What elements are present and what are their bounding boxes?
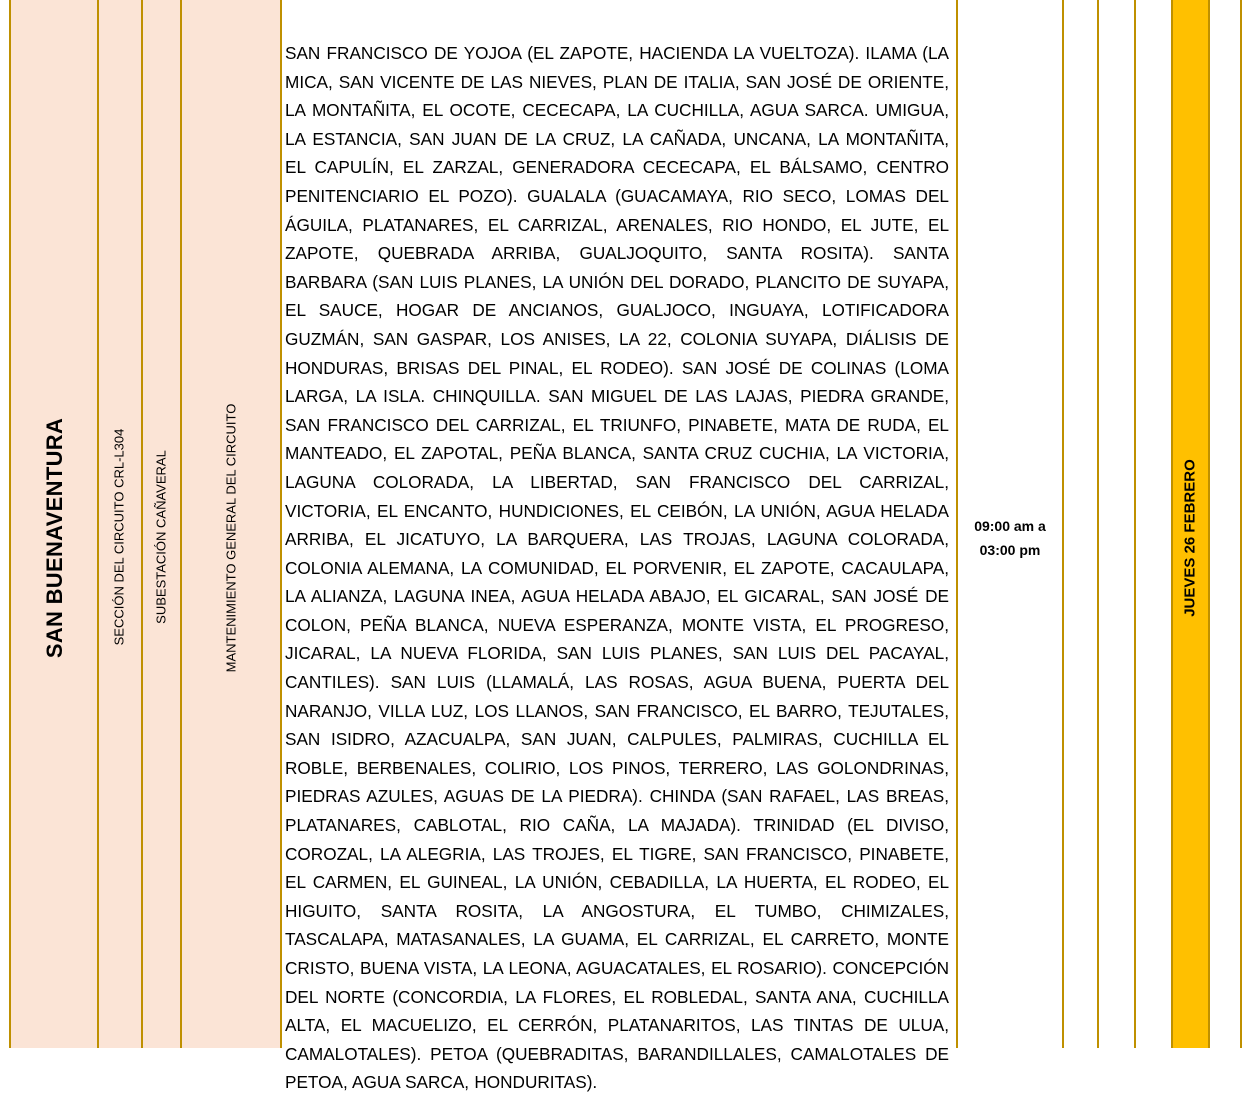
affected-areas-text: SAN FRANCISCO DE YOJOA (EL ZAPOTE, HACIENDA LA VUELTOZA). ILAMA (LA MICA, SAN VICENTE DE LAS NIEVES, PLAN DE ITALIA, SAN JOSÉ DE ORIENTE, LA MONTAÑITA, EL OCOTE, CECECAPA, LA CUCHILLA, AGUA SARCA. UMIGUA, LA ESTANCIA, SAN JUAN DE LA CRUZ, LA CAÑADA, UNCANA, LA MONTAÑITA, EL CAPULÍN, EL ZARZAL, GENERADORA CECECAPA, EL BÁLSAMO, CENTRO PENITENCIARIO EL POZO). GUALALA (GUACAMAYA, RIO SECO, LOMAS DEL ÁGUILA, PLATANARES, EL CARRIZAL, ARENALES, RIO HONDO, EL JUTE, EL ZAPOTE, QUEBRADA ARRIBA, GUALJOQUITO, SANTA ROSITA). SANTA BARBARA (SAN LUIS PLANES, LA UNIÓN DEL DORADO, PLANCITO DE SUYAPA, EL SAUCE, HOGAR DE ANCIANOS, GUALJOCO, INGUAYA, LOTIFICADORA GUZMÁN, SAN GASPAR, LOS ANISES, LA 22, COLONIA SUYAPA, DIÁLISIS DE HONDURAS, BRISAS DEL PINAL, EL RODEO). SAN JOSÉ DE COLINAS (LOMA LARGA, LA ISLA. CHINQUILLA. SAN MIGUEL DE LAS LAJAS, PIEDRA GRANDE, SAN FRANCISCO DEL CARRIZAL, EL TRIUNFO, PINABETE, MATA DE RUDA, EL MANTEADO, EL ZAPOTAL, PEÑA BLANCA, SANTA CRUZ CUCHIA, LA VICTORIA, LAGUNA COLORADA, LA LIBERTAD, SAN FRANCISCO DEL CARRIZAL, VICTORIA, EL ENCANTO, HUNDICIONES, EL CEIBÓN, LA UNIÓN, AGUA HELADA ARRIBA, EL JICATUYO, LA BARQUERA, LAS TROJAS, LAGUNA COLORADA, COLONIA ALEMANA, LA COMUNIDAD, EL PORVENIR, EL ZAPOTE, CACAULAPA, LA ALIANZA, LAGUNA INEA, AGUA HELADA ABAJO, EL GICARAL, SAN JOSÉ DE COLON, PEÑA BLANCA, NUEVA ESPERANZA, MONTE VISTA, EL PROGRESO, JICARAL, LA NUEVA FLORIDA, SAN LUIS PLANES, SAN LUIS DEL PACAYAL, CANTILES). SAN LUIS (LLAMALÁ, LAS ROSAS, AGUA BUENA, PUERTA DEL NARANJO, VILLA LUZ, LOS LLANOS, SAN FRANCISCO, EL BARRO, TEJUTALES, SAN ISIDRO, AZACUALPA, SAN JUAN, CALPULES, PALMIRAS, CUCHILLA EL ROBLE, BERBENALES, COLIRIO, LOS PINOS, TERRERO, LAS GOLONDRINAS, PIEDRAS AZULES, AGUAS DE LA PIEDRA). CHINDA (SAN RAFAEL, LAS BREAS, PLATANARES, CABLOTAL, RIO CAÑA, LA MAJADA). TRINIDAD (EL DIVISO, COROZAL, LA ALEGRIA, LAS TROJES, EL TIGRE, SAN FRANCISCO, PINABETE, EL CARMEN, EL GUINEAL, LA UNIÓN, CEBADILLA, LA HUERTA, EL RODEO, EL HIGUITO, SANTA ROSITA, LA ANGOSTURA, EL TUMBO, CHIMIZALES, TASCALAPA, MATASANALES, LA GUAMA, EL CARRIZAL, EL CARRETO, MONTE CRISTO, BUENA VISTA, LA LEONA, AGUACATALES, EL ROSARIO). CONCEPCIÓN DEL NORTE (CONCORDIA, LA FLORES, EL ROBLEDAL, SANTA ANA, CUCHILLA ALTA, EL MACUELIZO, EL CERRÓN, PLATANARITOS, LAS TINTAS DE ULUA, CAMALOTALES). PETOA (QUEBRADITAS, BARANDILLALES, CAMALOTALES DE PETOA, AGUA SARCA, HONDURITAS). <box>285 43 949 1093</box>
region-label: SAN BUENAVENTURA <box>42 417 67 659</box>
column-divider <box>97 0 99 1048</box>
column-divider <box>1171 0 1173 1048</box>
substation-label: SUBESTACIÓN CAÑAVERAL <box>153 450 169 624</box>
blank-cell-3 <box>1135 0 1172 1048</box>
column-divider <box>1134 0 1136 1048</box>
column-divider <box>1208 0 1210 1048</box>
column-divider <box>180 0 182 1048</box>
column-divider <box>9 0 11 1048</box>
column-divider <box>141 0 143 1048</box>
blank-cell-4 <box>1209 0 1241 1048</box>
work-type-label: MANTENIMIENTO GENERAL DEL CIRCUITO <box>223 403 239 673</box>
blank-cell-2 <box>1098 0 1135 1048</box>
section-label: SECCIÓN DEL CIRCUITO CRL-L304 <box>111 428 127 646</box>
column-divider <box>1097 0 1099 1048</box>
column-divider <box>1240 0 1242 1048</box>
time-start: 09:00 am a <box>974 518 1046 534</box>
time-window <box>958 514 1062 562</box>
time-end: 03:00 pm <box>979 542 1041 558</box>
blank-cell-1 <box>1063 0 1098 1048</box>
date-label: JUEVES 26 FEBRERO <box>1181 459 1199 617</box>
column-divider <box>1062 0 1064 1048</box>
column-divider <box>280 0 282 1048</box>
